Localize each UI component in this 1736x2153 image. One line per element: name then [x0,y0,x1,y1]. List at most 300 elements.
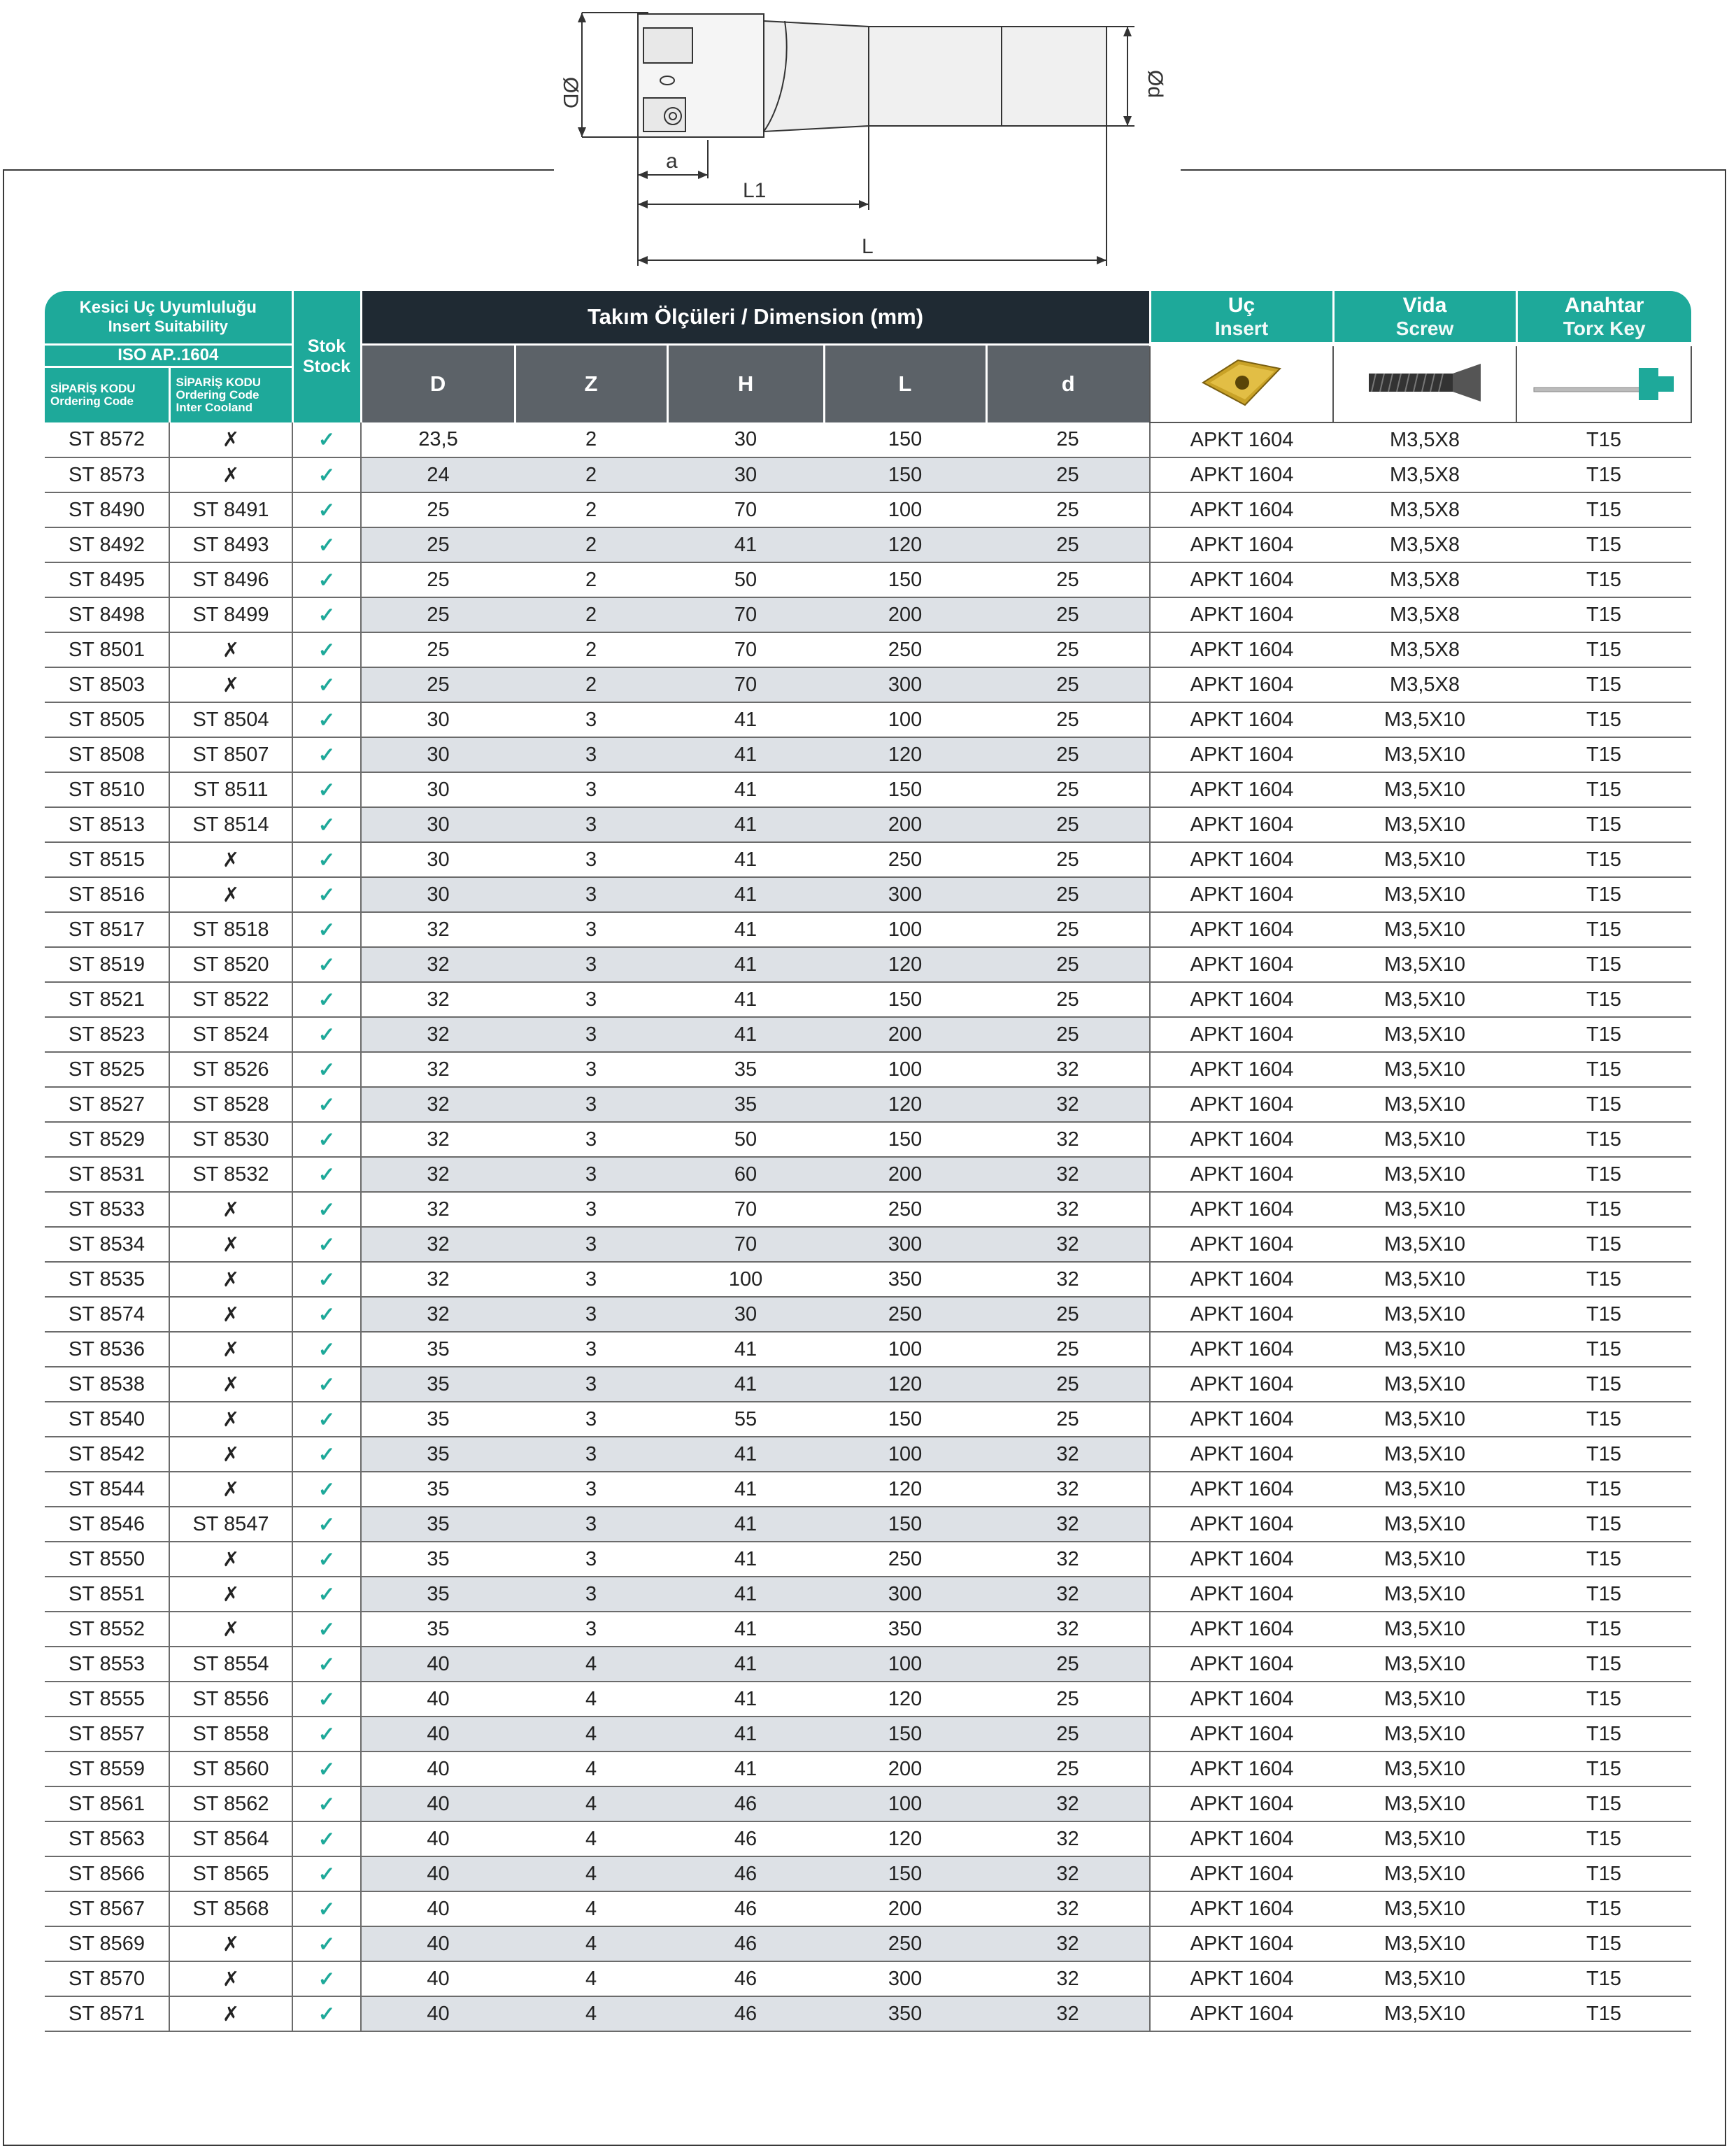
insert-image-cell [1150,344,1333,422]
key-value: T15 [1516,737,1691,772]
col-H-value: 70 [667,667,824,702]
screw-value: M3,5X8 [1333,597,1516,632]
col-D-value: 40 [361,1996,515,2031]
table-row [45,1297,1691,1332]
screw-value: M3,5X10 [1333,877,1516,912]
key-value: T15 [1516,912,1691,947]
insert-value: APKT 1604 [1150,1647,1333,1682]
dimension-en: Dimension (mm) [753,304,924,329]
ordering-code: ST 8521 [45,982,169,1017]
iso-label: ISO AP..1604 [45,344,292,367]
col-L-value: 120 [824,947,986,982]
col-H-value: 41 [667,1647,824,1682]
screw-en: Screw [1395,317,1454,339]
ordering-code: ST 8570 [45,1961,169,1996]
ordering-code: ST 8503 [45,667,169,702]
key-value: T15 [1516,1262,1691,1297]
col-d-value: 25 [986,632,1150,667]
col-d-value: 25 [986,1402,1150,1437]
col-D-value: 35 [361,1437,515,1472]
key-value: T15 [1516,1751,1691,1786]
col-H-value: 30 [667,422,824,457]
key-value: T15 [1516,1402,1691,1437]
ordering-code: ST 8574 [45,1297,169,1332]
insert-value: APKT 1604 [1150,632,1333,667]
stock: ✓ [292,1751,361,1786]
col-D-value: 35 [361,1332,515,1367]
col-Z-value: 3 [515,1227,667,1262]
key-value: T15 [1516,562,1691,597]
key-value: T15 [1516,1647,1691,1682]
table-row [45,1682,1691,1717]
col-H-value: 41 [667,1472,824,1507]
coolant-code: ST 8507 [169,737,292,772]
col-D-value: 25 [361,632,515,667]
screw-value: M3,5X8 [1333,632,1516,667]
kesici-en: Insert Suitability [108,318,228,336]
col-L-value: 100 [824,702,986,737]
stock: ✓ [292,1227,361,1262]
stock: ✓ [292,702,361,737]
col-D-value: 32 [361,1017,515,1052]
table-row [45,1402,1691,1437]
stock: ✓ [292,1297,361,1332]
table-row [45,1926,1691,1961]
col-D-value: 25 [361,667,515,702]
table-row [45,1786,1691,1821]
insert-value: APKT 1604 [1150,982,1333,1017]
insert-value: APKT 1604 [1150,842,1333,877]
key-value: T15 [1516,1087,1691,1122]
col-d-value: 32 [986,1821,1150,1856]
col-L-value: 250 [824,1297,986,1332]
insert-value: APKT 1604 [1150,527,1333,562]
stock: ✓ [292,1122,361,1157]
key-value: T15 [1516,1926,1691,1961]
col-H-value: 46 [667,1821,824,1856]
coolant-code: ✗ [169,842,292,877]
col-d-value: 25 [986,457,1150,492]
table-row [45,422,1691,457]
table-row [45,1332,1691,1367]
col-H-value: 30 [667,457,824,492]
col-D-value: 40 [361,1647,515,1682]
col-Z-value: 3 [515,1402,667,1437]
col-Z-value: 2 [515,562,667,597]
col-L-value: 150 [824,1717,986,1751]
screw-value: M3,5X10 [1333,947,1516,982]
key-value: T15 [1516,1717,1691,1751]
col-Z-value: 4 [515,1856,667,1891]
col-L-value: 200 [824,1891,986,1926]
col-H-value: 70 [667,1192,824,1227]
coolant-code: ✗ [169,667,292,702]
ordering-code: ST 8540 [45,1402,169,1437]
table-row [45,1087,1691,1122]
screw-value: M3,5X8 [1333,422,1516,457]
key-value: T15 [1516,982,1691,1017]
col-D-value: 40 [361,1926,515,1961]
siparis2-extra: Inter Cooland [176,400,253,414]
col-L-value: 100 [824,492,986,527]
key-value: T15 [1516,807,1691,842]
insert-value: APKT 1604 [1150,1542,1333,1577]
ordering-code: ST 8531 [45,1157,169,1192]
stock: ✓ [292,1052,361,1087]
col-H-value: 41 [667,1717,824,1751]
ordering-code: ST 8561 [45,1786,169,1821]
col-D-value: 32 [361,1052,515,1087]
stock: ✓ [292,1437,361,1472]
ordering-code: ST 8569 [45,1926,169,1961]
col-D-value: 35 [361,1542,515,1577]
key-value: T15 [1516,1297,1691,1332]
col-D-value: 32 [361,1192,515,1227]
stock: ✓ [292,1682,361,1717]
col-D-value: 32 [361,1087,515,1122]
col-Z-value: 3 [515,772,667,807]
screw-value: M3,5X10 [1333,1996,1516,2031]
col-D-value: 32 [361,1262,515,1297]
col-L-value: 200 [824,807,986,842]
col-d-value: 25 [986,912,1150,947]
stock: ✓ [292,1087,361,1122]
ordering-code: ST 8567 [45,1891,169,1926]
col-Z-value: 3 [515,877,667,912]
screw-value: M3,5X10 [1333,1437,1516,1472]
col-L-value: 100 [824,912,986,947]
coolant-code: ST 8564 [169,1821,292,1856]
coolant-code: ST 8493 [169,527,292,562]
col-H-value: 30 [667,1297,824,1332]
col-H: H [667,344,824,422]
col-H-value: 46 [667,1996,824,2031]
insert-en: Insert [1214,317,1269,339]
stock: ✓ [292,422,361,457]
col-H-value: 46 [667,1786,824,1821]
stock: ✓ [292,667,361,702]
col-d-value: 25 [986,842,1150,877]
table-row [45,1052,1691,1087]
stock: ✓ [292,947,361,982]
col-H-value: 41 [667,807,824,842]
screw-value: M3,5X10 [1333,1786,1516,1821]
col-d-value: 32 [986,1786,1150,1821]
insert-value: APKT 1604 [1150,1682,1333,1717]
col-L-value: 150 [824,1856,986,1891]
ordering-code: ST 8555 [45,1682,169,1717]
coolant-code: ST 8526 [169,1052,292,1087]
key-value: T15 [1516,1157,1691,1192]
col-H-value: 41 [667,842,824,877]
col-D-value: 25 [361,527,515,562]
stock: ✓ [292,1821,361,1856]
insert-value: APKT 1604 [1150,1122,1333,1157]
screw-value: M3,5X10 [1333,1052,1516,1087]
col-L-value: 200 [824,1751,986,1786]
col-L-value: 350 [824,1996,986,2031]
insert-header [1150,291,1333,344]
col-D-value: 25 [361,597,515,632]
screw-image-cell [1333,344,1516,422]
table-row [45,1647,1691,1682]
col-L-value: 200 [824,1157,986,1192]
col-L-value: 250 [824,632,986,667]
screw-value: M3,5X10 [1333,702,1516,737]
insert-value: APKT 1604 [1150,1157,1333,1192]
col-d-value: 25 [986,1297,1150,1332]
table-row [45,492,1691,527]
coolant-code: ST 8554 [169,1647,292,1682]
col-H-value: 41 [667,1612,824,1647]
col-Z-value: 3 [515,1157,667,1192]
col-L-value: 120 [824,527,986,562]
coolant-code: ✗ [169,1262,292,1297]
col-Z-value: 3 [515,1017,667,1052]
table-row [45,667,1691,702]
coolant-code: ST 8556 [169,1682,292,1717]
table-row [45,1821,1691,1856]
col-L-value: 150 [824,422,986,457]
col-Z-value: 3 [515,1052,667,1087]
stock: ✓ [292,1542,361,1577]
insert-value: APKT 1604 [1150,1961,1333,1996]
coolant-code: ST 8528 [169,1087,292,1122]
col-d-value: 25 [986,492,1150,527]
col-D-value: 32 [361,947,515,982]
col-L-value: 100 [824,1332,986,1367]
col-d-value: 32 [986,1052,1150,1087]
col-D-value: 32 [361,1122,515,1157]
col-d-value: 32 [986,1472,1150,1507]
screw-value: M3,5X10 [1333,1717,1516,1751]
col-H-value: 41 [667,702,824,737]
table-row [45,1542,1691,1577]
col-Z-value: 2 [515,632,667,667]
table-row [45,1717,1691,1751]
key-value: T15 [1516,1122,1691,1157]
table-row [45,1227,1691,1262]
insert-value: APKT 1604 [1150,422,1333,457]
coolant-code: ✗ [169,877,292,912]
screw-value: M3,5X10 [1333,1542,1516,1577]
coolant-code: ✗ [169,1367,292,1402]
ordering-code: ST 8495 [45,562,169,597]
screw-value: M3,5X10 [1333,912,1516,947]
key-value: T15 [1516,597,1691,632]
table-row [45,1157,1691,1192]
col-L: L [824,344,986,422]
table-row [45,1017,1691,1052]
screw-value: M3,5X10 [1333,1402,1516,1437]
ordering-code: ST 8510 [45,772,169,807]
coolant-code: ST 8514 [169,807,292,842]
stock: ✓ [292,1647,361,1682]
col-d-value: 25 [986,982,1150,1017]
key-value: T15 [1516,1891,1691,1926]
coolant-code: ST 8499 [169,597,292,632]
col-d-value: 32 [986,1996,1150,2031]
screw-value: M3,5X10 [1333,1157,1516,1192]
col-D-value: 30 [361,702,515,737]
col-L-value: 120 [824,1087,986,1122]
col-L-value: 100 [824,1052,986,1087]
insert-tr: Uç [1228,293,1255,317]
col-d-value: 25 [986,562,1150,597]
insert-value: APKT 1604 [1150,1052,1333,1087]
ordering-code: ST 8523 [45,1017,169,1052]
insert-value: APKT 1604 [1150,562,1333,597]
ordering-code: ST 8490 [45,492,169,527]
key-value: T15 [1516,1332,1691,1367]
table-row [45,1472,1691,1507]
col-Z-value: 3 [515,947,667,982]
col-H-value: 41 [667,1577,824,1612]
col-H-value: 41 [667,1332,824,1367]
insert-value: APKT 1604 [1150,1017,1333,1052]
key-value: T15 [1516,842,1691,877]
col-Z-value: 4 [515,1786,667,1821]
table-row [45,1751,1691,1786]
col-Z-value: 3 [515,1437,667,1472]
col-Z-value: 3 [515,1507,667,1542]
col-L-value: 150 [824,457,986,492]
key-value: T15 [1516,702,1691,737]
stock: ✓ [292,492,361,527]
screw-value: M3,5X10 [1333,1961,1516,1996]
ordering-code: ST 8552 [45,1612,169,1647]
col-d-value: 25 [986,597,1150,632]
stock: ✓ [292,562,361,597]
screw-value: M3,5X10 [1333,1262,1516,1297]
col-H-value: 70 [667,597,824,632]
screw-image [1362,358,1488,407]
coolant-code: ST 8558 [169,1717,292,1751]
stock: ✓ [292,457,361,492]
coolant-code: ✗ [169,632,292,667]
col-L-value: 120 [824,1821,986,1856]
col-Z: Z [515,344,667,422]
stock: ✓ [292,632,361,667]
dimension-header [361,291,1150,344]
coolant-code: ✗ [169,1227,292,1262]
col-Z-value: 3 [515,1297,667,1332]
col-H-value: 41 [667,1507,824,1542]
col-L-value: 150 [824,1507,986,1542]
col-D-value: 25 [361,562,515,597]
coolant-code: ST 8504 [169,702,292,737]
screw-value: M3,5X10 [1333,772,1516,807]
ordering-code: ST 8498 [45,597,169,632]
stock: ✓ [292,877,361,912]
col-H-value: 50 [667,562,824,597]
col-d-value: 32 [986,1507,1150,1542]
ordering-code: ST 8550 [45,1542,169,1577]
col-L-value: 250 [824,842,986,877]
col-d-value: 25 [986,1017,1150,1052]
insert-value: APKT 1604 [1150,1751,1333,1786]
col-d-value: 32 [986,1891,1150,1926]
coolant-code: ST 8524 [169,1017,292,1052]
col-D-value: 40 [361,1717,515,1751]
ordering-code: ST 8542 [45,1437,169,1472]
col-d-value: 32 [986,1856,1150,1891]
coolant-code: ST 8522 [169,982,292,1017]
coolant-code: ST 8491 [169,492,292,527]
col-L-value: 350 [824,1612,986,1647]
stock: ✓ [292,1017,361,1052]
coolant-code: ✗ [169,1437,292,1472]
col-H-value: 41 [667,1437,824,1472]
col-Z-value: 3 [515,1122,667,1157]
coolant-code: ST 8547 [169,1507,292,1542]
table-row [45,1577,1691,1612]
coolant-code: ✗ [169,1332,292,1367]
insert-value: APKT 1604 [1150,772,1333,807]
tool-drawing [554,0,1181,280]
coolant-code: ST 8520 [169,947,292,982]
insert-value: APKT 1604 [1150,877,1333,912]
ordering-code: ST 8559 [45,1751,169,1786]
screw-value: M3,5X10 [1333,1087,1516,1122]
insert-value: APKT 1604 [1150,1437,1333,1472]
ordering-code: ST 8529 [45,1122,169,1157]
stock-header [292,291,361,422]
ordering-code: ST 8551 [45,1577,169,1612]
torx-key-image [1527,358,1681,407]
table-row [45,1262,1691,1297]
screw-value: M3,5X10 [1333,1227,1516,1262]
col-D-value: 25 [361,492,515,527]
insert-value: APKT 1604 [1150,1926,1333,1961]
col-Z-value: 3 [515,737,667,772]
col-L-value: 150 [824,562,986,597]
stock: ✓ [292,1856,361,1891]
coolant-code: ST 8532 [169,1157,292,1192]
table-row [45,1122,1691,1157]
col-D-value: 35 [361,1507,515,1542]
ordering-code: ST 8571 [45,1996,169,2031]
col-d-value: 32 [986,1087,1150,1122]
col-d-value: 32 [986,1926,1150,1961]
insert-value: APKT 1604 [1150,1367,1333,1402]
ordering-code: ST 8519 [45,947,169,982]
screw-value: M3,5X10 [1333,1332,1516,1367]
label-L: L [862,235,874,258]
col-D-value: 24 [361,457,515,492]
coolant-code: ✗ [169,422,292,457]
col-D-value: 35 [361,1612,515,1647]
coolant-code: ST 8568 [169,1891,292,1926]
table-row [45,1996,1691,2031]
ordering-code: ST 8505 [45,702,169,737]
coolant-code: ✗ [169,1472,292,1507]
key-value: T15 [1516,1227,1691,1262]
insert-value: APKT 1604 [1150,702,1333,737]
col-D-value: 35 [361,1402,515,1437]
screw-value: M3,5X10 [1333,737,1516,772]
ordering-code: ST 8563 [45,1821,169,1856]
col-D-value: 35 [361,1367,515,1402]
col-D-value: 40 [361,1891,515,1926]
ordering-code: ST 8553 [45,1647,169,1682]
stock: ✓ [292,842,361,877]
col-Z-value: 3 [515,982,667,1017]
stock: ✓ [292,1786,361,1821]
screw-value: M3,5X10 [1333,1682,1516,1717]
coolant-code: ST 8511 [169,772,292,807]
stock: ✓ [292,1402,361,1437]
